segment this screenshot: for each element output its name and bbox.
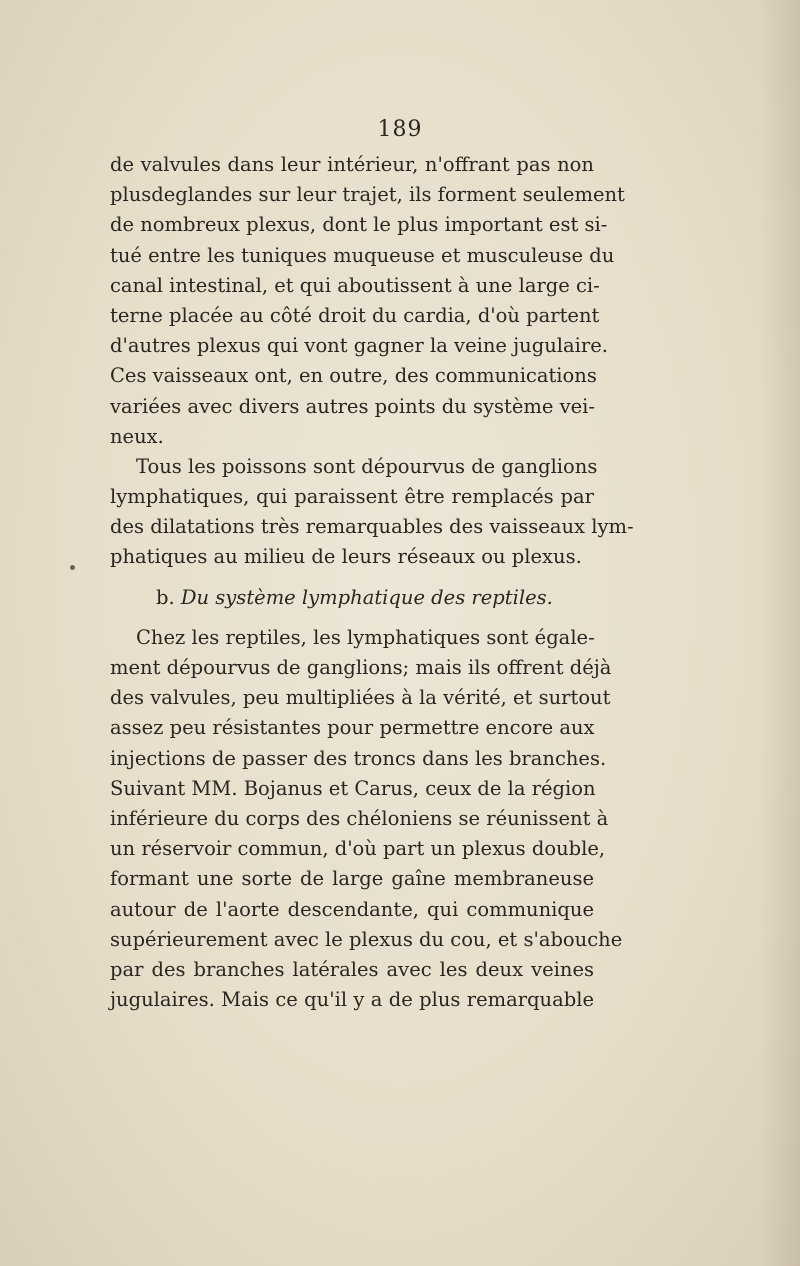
text-line: tué entre les tuniques muqueuse et musculeuse du	[110, 243, 615, 267]
body-text	[110, 150, 634, 1015]
text-line: variées avec divers autres points du système vei-	[110, 394, 595, 418]
paragraph-3	[110, 623, 623, 1015]
page-number: 189	[377, 117, 423, 142]
text-line: plusdeglandes sur leur trajet, ils forment seulement	[110, 183, 625, 207]
text-line: formant une sorte de large gaîne membraneuse	[110, 867, 594, 891]
text-line: Ces vaisseaux ont, en outre, des communications	[110, 364, 597, 388]
text-line: ment dépourvus de ganglions; mais ils offrent déjà	[110, 656, 612, 679]
text-line: des valvules, peu multipliées à la vérité, et surtout	[110, 686, 611, 710]
text-line: assez peu résistantes pour permettre encore aux	[110, 716, 595, 740]
section-heading	[110, 583, 594, 613]
text-line: inférieure du corps des chéloniens se réunissent à	[110, 806, 609, 830]
text-line: Chez les reptiles, les lymphatiques sont égale-	[136, 625, 595, 649]
text-line: de nombreux plexus, dont le plus important est si-	[110, 213, 608, 237]
section-label: b.	[156, 585, 175, 609]
text-line: canal intestinal, et qui aboutissent à une large ci-	[110, 273, 600, 297]
text-line: des dilatations très remarquables des vaisseaux lym-	[110, 515, 634, 539]
text-line: Suivant MM. Bojanus et Carus, ceux de la région	[110, 776, 596, 800]
text-line: Tous les poissons sont dépourvus de ganglions	[136, 454, 598, 478]
text-line: d'autres plexus qui vont gagner la veine jugulaire.	[110, 334, 608, 358]
text-line: terne placée au côté droit du cardia, d'où partent	[110, 303, 600, 327]
paragraph-2	[110, 452, 634, 573]
text-line: par des branches latérales avec les deux veines	[110, 957, 594, 981]
page-edge-shadow	[760, 0, 800, 1266]
section-title: Du système lymphatique des reptiles.	[180, 585, 553, 609]
paragraph-1	[110, 150, 625, 452]
text-line: injections de passer des troncs dans les branches.	[110, 746, 607, 770]
text-line: autour de l'aorte descendante, qui communique	[110, 897, 594, 921]
text-line: neux.	[110, 424, 164, 448]
text-line: un réservoir commun, d'où part un plexus double,	[110, 837, 606, 861]
text-line: lymphatiques, qui paraissent être remplacés par	[110, 485, 594, 509]
text-line: phatiques au milieu de leurs réseaux ou plexus.	[110, 545, 582, 569]
text-line: de valvules dans leur intérieur, n'offrant pas non	[110, 153, 594, 176]
text-line: supérieurement avec le plexus du cou, et s'abouche	[110, 927, 623, 951]
paper-speck	[70, 565, 75, 570]
text-line: jugulaires. Mais ce qu'il y a de plus remarquable	[110, 988, 594, 1012]
